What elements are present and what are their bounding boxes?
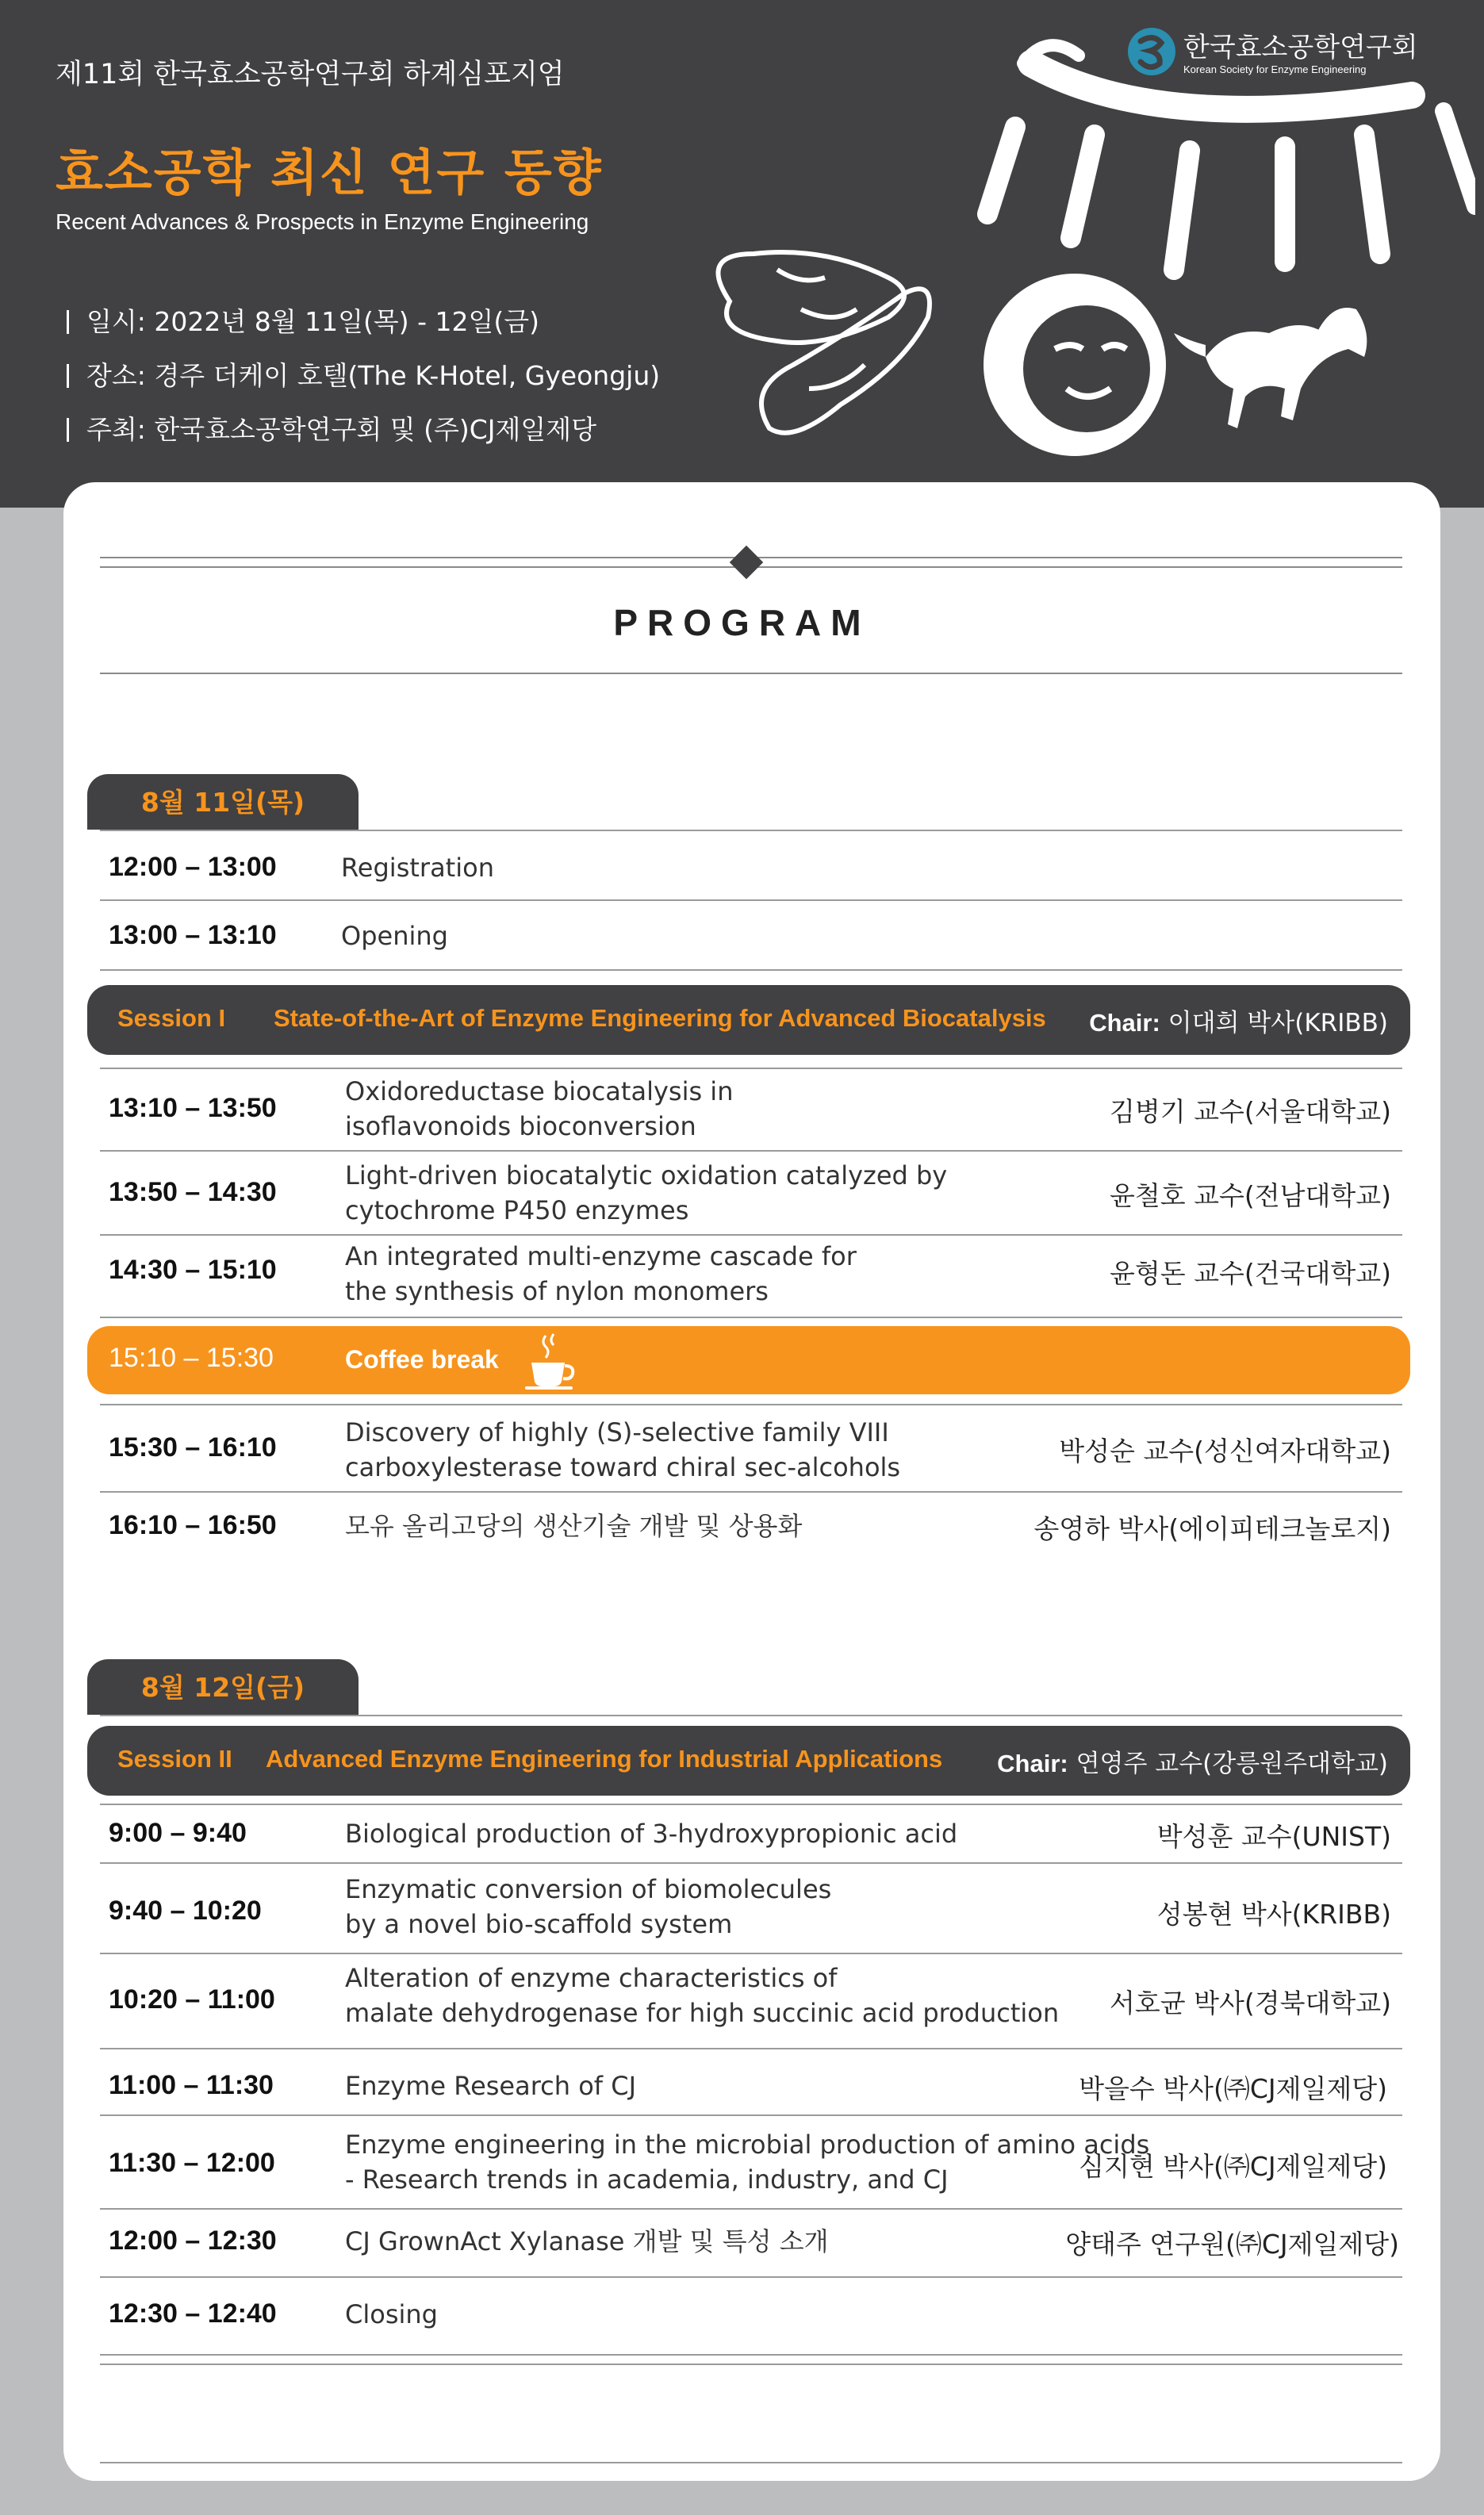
coffee-break-bar [87,1326,1410,1394]
talk-title: Biological production of 3-hydroxypropionic acid [345,1819,958,1849]
day1-date-tab: 8월 11일(목) [87,774,359,830]
coffee-label: Coffee break [345,1345,499,1374]
talk-time: 13:50 – 14:30 [109,1177,277,1207]
talk-speaker: 송영하 박사(에이피테크놀로지) [1033,1513,1391,1544]
traditional-art-illustration [682,16,1475,460]
talk-speaker: 양태주 연구원(㈜CJ제일제당) [1065,2229,1399,2260]
talk-time: 16:10 – 16:50 [109,1510,277,1540]
talk-speaker: 서호균 박사(경북대학교) [1109,1988,1391,2019]
talk-title: Light-driven biocatalytic oxidation catalyzed by cytochrome P450 enzymes [345,1160,948,1225]
session-label: Session II [117,1745,232,1773]
talk-title: CJ GrownAct Xylanase 개발 및 특성 소개 [345,2226,829,2256]
session-label: Session I [117,1004,226,1032]
coffee-cup-icon [522,1331,577,1391]
session-chair: Chair: 연영주 교수(강릉원주대학교) [997,1750,1388,1778]
session-2-bar [87,1726,1410,1796]
talk-speaker: 박성훈 교수(UNIST) [1156,1821,1391,1852]
info-date: 일시: 2022년 8월 11일(목) - 12일(금) [67,301,539,339]
talk-speaker: 심지현 박사(㈜CJ제일제당) [1079,2151,1387,2182]
row-divider [100,1068,1402,1069]
row-divider [100,1317,1402,1318]
talk-speaker: 박성순 교수(성신여자대학교) [1059,1436,1391,1466]
row-divider [100,2276,1402,2278]
talk-time: 10:20 – 11:00 [109,1984,275,2015]
row-divider [100,2354,1402,2356]
row-divider [100,1715,1402,1716]
row-divider [100,1862,1402,1864]
row-divider [100,1804,1402,1805]
program-title: PROGRAM [613,602,871,643]
item-opening: Opening [341,921,448,951]
row-divider [100,2114,1402,2116]
row-divider [100,1953,1402,1954]
row-divider [100,830,1402,831]
main-title: 효소공학 최신 연구 동향 [56,144,603,201]
divider [100,673,1402,674]
talk-time: 11:00 – 11:30 [109,2070,274,2100]
day2-date-tab: 8월 12일(금) [87,1659,359,1715]
session-1-bar [87,985,1410,1055]
talk-title: Oxidoreductase biocatalysis in isoflavonoids bioconversion [345,1076,734,1141]
talk-speaker: 윤형돈 교수(건국대학교) [1109,1258,1391,1289]
event-subtitle: 제11회 한국효소공학연구회 하계심포지엄 [56,59,565,90]
session-title: Advanced Enzyme Engineering for Industrial Applications [266,1745,943,1773]
bottom-divider [100,2462,1402,2463]
talk-time: 9:00 – 9:40 [109,1818,247,1848]
row-divider [100,2364,1402,2365]
talk-title: 모유 올리고당의 생산기술 개발 및 상용화 [345,1511,803,1541]
talk-title: Closing [345,2299,438,2329]
time-registration: 12:00 – 13:00 [109,852,277,882]
session-chair: Chair: 이대희 박사(KRIBB) [1089,1009,1388,1037]
row-divider [100,2208,1402,2210]
talk-time: 12:30 – 12:40 [109,2298,277,2329]
talk-title: Enzyme Research of CJ [345,2071,637,2101]
header-banner [0,0,1484,508]
row-divider [100,2048,1402,2049]
talk-title: Alteration of enzyme characteristics of malate dehydrogenase for high succinic acid production [345,1963,1060,2028]
talk-time: 9:40 – 10:20 [109,1896,262,1926]
talk-speaker: 박을수 박사(㈜CJ제일제당) [1079,2073,1387,2104]
english-title: Recent Advances & Prospects in Enzyme Engineering [56,209,589,234]
talk-time: 15:30 – 16:10 [109,1432,277,1463]
talk-time: 14:30 – 15:10 [109,1255,277,1285]
row-divider [100,1150,1402,1152]
talk-time: 11:30 – 12:00 [109,2148,275,2178]
row-divider [100,1491,1402,1493]
talk-title: Enzymatic conversion of biomolecules by a novel bio-scaffold system [345,1874,832,1939]
item-registration: Registration [341,853,494,883]
talk-title: An integrated multi-enzyme cascade for the synthesis of nylon monomers [345,1241,857,1306]
time-opening: 13:00 – 13:10 [109,920,277,950]
talk-title: Enzyme engineering in the microbial production of amino acids - Research trends in academia, industry, and CJ [345,2130,1150,2195]
row-divider [100,969,1402,971]
talk-speaker: 성봉현 박사(KRIBB) [1156,1899,1391,1930]
logo-english: Korean Society for Enzyme Engineering [1183,63,1367,75]
talk-title: Discovery of highly (S)-selective family VIII carboxylesterase toward chiral sec-alcohols [345,1417,901,1482]
row-divider [100,1404,1402,1405]
row-divider [100,1234,1402,1236]
talk-time: 12:00 – 12:30 [109,2226,277,2256]
logo-korean: 한국효소공학연구회 [1183,32,1418,63]
session-title: State-of-the-Art of Enzyme Engineering for Advanced Biocatalysis [274,1004,1046,1032]
info-venue: 장소: 경주 더케이 호텔(The K-Hotel, Gyeongju) [67,355,660,393]
talk-speaker: 윤철호 교수(전남대학교) [1109,1180,1391,1211]
info-host: 주최: 한국효소공학연구회 및 (주)CJ제일제당 [67,409,596,447]
row-divider [100,899,1402,901]
talk-speaker: 김병기 교수(서울대학교) [1109,1096,1391,1127]
talk-time: 13:10 – 13:50 [109,1093,277,1123]
coffee-time: 15:10 – 15:30 [109,1343,274,1373]
